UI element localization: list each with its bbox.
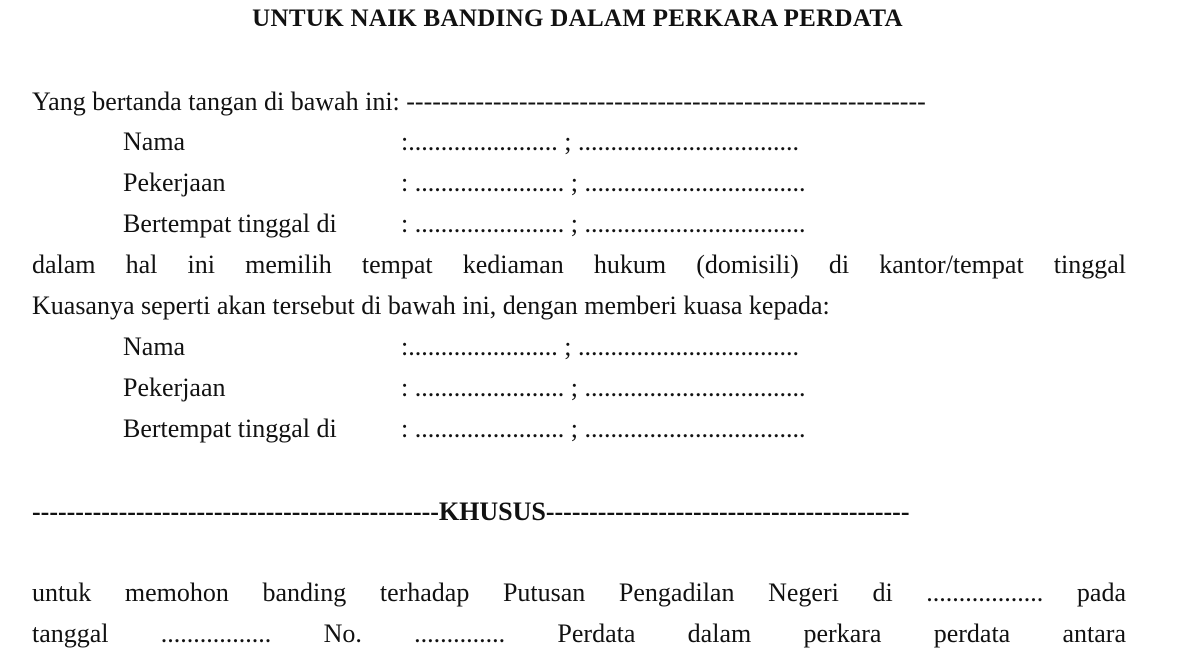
intro-line: Yang bertanda tangan di bawah ini: ------------------------------------------------------------	[32, 87, 926, 116]
first-party-job-value: : ....................... ; ..................................	[401, 168, 806, 197]
first-party-address-label: Bertempat tinggal di	[123, 209, 337, 238]
domicile-line-2: Kuasanya seperti akan tersebut di bawah ini, dengan memberi kuasa kepada:	[32, 291, 830, 320]
second-party-address-label: Bertempat tinggal di	[123, 414, 337, 443]
first-party-name-label: Nama	[123, 127, 186, 156]
second-party-job-value: : ....................... ; ..................................	[401, 373, 806, 402]
domicile-line-1: dalam hal ini memilih tempat kediaman hukum (domisili) di kantor/tempat tinggal	[32, 250, 1126, 279]
first-party-job-label: Pekerjaan	[123, 168, 226, 197]
first-party-name-value: :....................... ; ..................................	[401, 127, 799, 156]
khusus-heading: -----------------------------------------------KHUSUS------------------------------------------	[32, 497, 910, 526]
first-party-address-value: : ....................... ; ..................................	[401, 209, 806, 238]
appeal-line-1: untuk memohon banding terhadap Putusan Pengadilan Negeri di .................. pada	[32, 578, 1126, 607]
second-party-name-value: :....................... ; ..................................	[401, 332, 799, 361]
second-party-name-label: Nama	[123, 332, 186, 361]
document-title: UNTUK NAIK BANDING DALAM PERKARA PERDATA	[252, 5, 903, 32]
appeal-line-2: tanggal ................. No. .............. Perdata dalam perkara perdata antara	[32, 619, 1126, 648]
second-party-address-value: : ....................... ; ..................................	[401, 414, 806, 443]
second-party-job-label: Pekerjaan	[123, 373, 226, 402]
